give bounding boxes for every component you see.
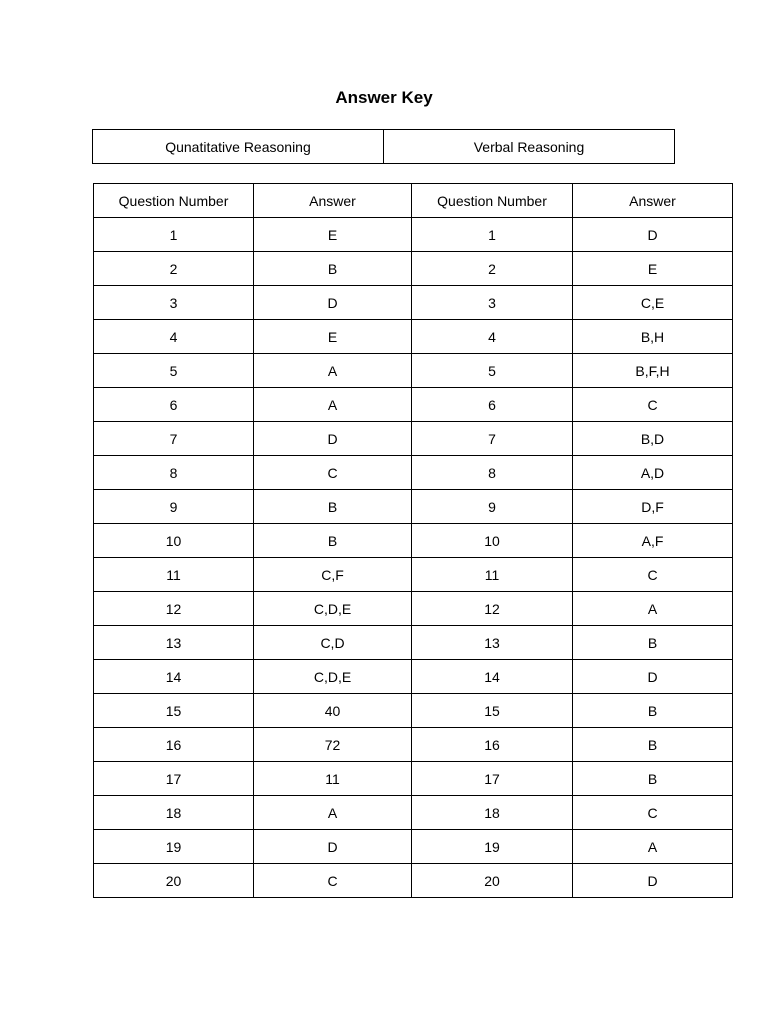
table-row [94,728,733,762]
verbal-answer: C [573,796,733,830]
verbal-answer: B,D [573,422,733,456]
verbal-question-number: 5 [412,354,573,388]
quant-answer: B [254,490,412,524]
answer-table [93,183,733,898]
quant-answer: 72 [254,728,412,762]
quant-question-number: 5 [94,354,254,388]
verbal-question-number: 6 [412,388,573,422]
table-row [94,864,733,898]
verbal-question-number: 12 [412,592,573,626]
quant-question-number: 6 [94,388,254,422]
quant-question-number: 10 [94,524,254,558]
quant-answer: C,D,E [254,660,412,694]
verbal-question-number: 7 [412,422,573,456]
table-row [94,796,733,830]
quant-question-number: 15 [94,694,254,728]
table-row [94,354,733,388]
verbal-answer: C [573,388,733,422]
quant-question-number: 14 [94,660,254,694]
quant-answer: 11 [254,762,412,796]
quant-answer: C [254,456,412,490]
column-header-answer: Answer [573,184,733,218]
verbal-answer: E [573,252,733,286]
verbal-answer: B,H [573,320,733,354]
quant-question-number: 2 [94,252,254,286]
verbal-answer: B [573,762,733,796]
quant-answer: C,D,E [254,592,412,626]
section-quantitative: Qunatitative Reasoning [93,130,384,164]
verbal-question-number: 4 [412,320,573,354]
quant-answer: B [254,252,412,286]
verbal-question-number: 9 [412,490,573,524]
quant-answer: E [254,218,412,252]
quant-answer: C,D [254,626,412,660]
verbal-answer: D [573,660,733,694]
verbal-answer: B [573,694,733,728]
quant-question-number: 11 [94,558,254,592]
verbal-question-number: 1 [412,218,573,252]
verbal-question-number: 20 [412,864,573,898]
quant-question-number: 19 [94,830,254,864]
verbal-answer: C [573,558,733,592]
verbal-question-number: 2 [412,252,573,286]
verbal-answer: D [573,864,733,898]
table-row [94,218,733,252]
table-row [94,830,733,864]
table-row [94,524,733,558]
quant-answer: 40 [254,694,412,728]
quant-question-number: 18 [94,796,254,830]
quant-question-number: 16 [94,728,254,762]
quant-question-number: 17 [94,762,254,796]
quant-question-number: 1 [94,218,254,252]
quant-question-number: 13 [94,626,254,660]
verbal-answer: B [573,626,733,660]
table-row [94,456,733,490]
quant-question-number: 7 [94,422,254,456]
verbal-question-number: 19 [412,830,573,864]
verbal-answer: A [573,592,733,626]
quant-question-number: 3 [94,286,254,320]
verbal-question-number: 14 [412,660,573,694]
quant-answer: D [254,830,412,864]
section-verbal: Verbal Reasoning [384,130,675,164]
table-row [94,762,733,796]
verbal-question-number: 13 [412,626,573,660]
verbal-question-number: 17 [412,762,573,796]
table-row [94,286,733,320]
answer-table-body [94,218,733,898]
quant-question-number: 12 [94,592,254,626]
column-header-question-number: Question Number [412,184,573,218]
quant-answer: D [254,422,412,456]
table-row [94,422,733,456]
section-header-table [92,129,675,164]
verbal-answer: B,F,H [573,354,733,388]
verbal-question-number: 8 [412,456,573,490]
verbal-answer: D,F [573,490,733,524]
verbal-answer: B [573,728,733,762]
table-row [94,388,733,422]
verbal-answer: D [573,218,733,252]
verbal-question-number: 11 [412,558,573,592]
quant-answer: A [254,354,412,388]
quant-answer: E [254,320,412,354]
answer-table-header-row [94,184,733,218]
page-title: Answer Key [335,88,433,107]
verbal-question-number: 18 [412,796,573,830]
verbal-answer: A,D [573,456,733,490]
quant-answer: D [254,286,412,320]
quant-question-number: 20 [94,864,254,898]
verbal-answer: A [573,830,733,864]
table-row [94,626,733,660]
quant-question-number: 4 [94,320,254,354]
column-header-answer: Answer [254,184,412,218]
quant-answer: A [254,388,412,422]
table-row [94,660,733,694]
table-row [94,592,733,626]
quant-answer: C,F [254,558,412,592]
verbal-question-number: 10 [412,524,573,558]
quant-answer: C [254,864,412,898]
quant-question-number: 9 [94,490,254,524]
verbal-answer: C,E [573,286,733,320]
table-row [94,490,733,524]
verbal-question-number: 15 [412,694,573,728]
quant-question-number: 8 [94,456,254,490]
verbal-question-number: 3 [412,286,573,320]
quant-answer: B [254,524,412,558]
table-row [94,252,733,286]
column-header-question-number: Question Number [94,184,254,218]
section-header-row [93,130,675,164]
table-row [94,320,733,354]
table-row [94,694,733,728]
table-row [94,558,733,592]
verbal-question-number: 16 [412,728,573,762]
verbal-answer: A,F [573,524,733,558]
quant-answer: A [254,796,412,830]
